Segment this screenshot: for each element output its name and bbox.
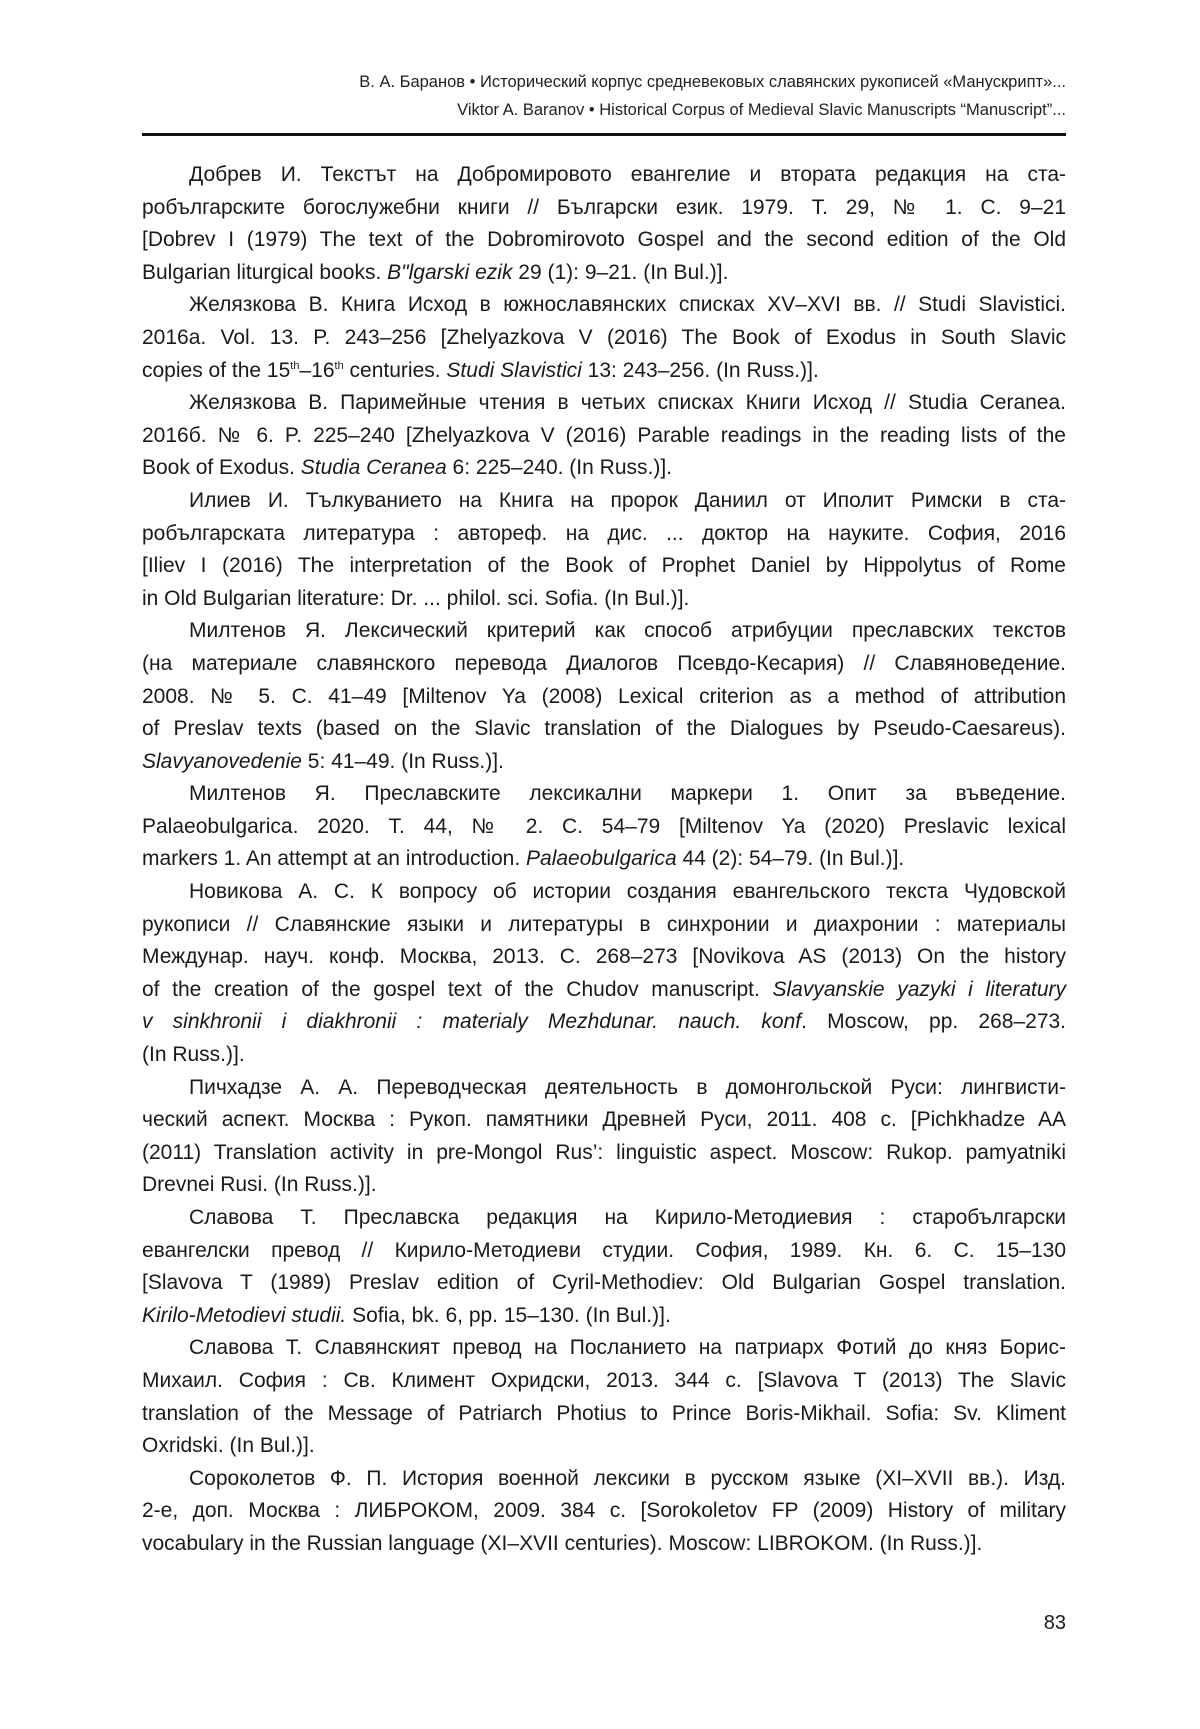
reference-line: [142, 289, 1066, 322]
reference-line: [142, 1137, 1066, 1170]
reference-text: Желязкова В. Книга Исход в южнославянских списках XV–XVI вв. // Studi Slavistici.: [189, 293, 1066, 316]
reference-line: [142, 941, 1066, 974]
reference-line: [142, 1235, 1066, 1268]
italic-title: Slavyanskie yazyki i literatury: [773, 978, 1067, 1001]
reference-text: vocabulary in the Russian language (XI–XVII centuries). Moscow: LIBROKOM. (In Russ.)].: [142, 1532, 982, 1555]
reference-line: [142, 876, 1066, 909]
reference-line: [142, 322, 1066, 355]
reference-line: [142, 257, 1066, 290]
reference-text: 2-е, доп. Москва : ЛИБРОКОМ, 2009. 384 с. [Sorokoletov FP (2009) History of military: [142, 1499, 1066, 1522]
reference-text: Bulgarian liturgical books.: [142, 261, 387, 284]
reference-line: [142, 387, 1066, 420]
reference-text: (In Russ.)].: [142, 1043, 245, 1066]
superscript: th: [290, 360, 299, 372]
reference-text: 13: 243–256. (In Russ.)].: [582, 359, 819, 382]
reference-text: Милтенов Я. Преславските лексикални маркери 1. Опит за въведение.: [189, 782, 1066, 805]
reference-entry: [142, 778, 1066, 876]
italic-title: B"lgarski ezik: [387, 261, 512, 284]
reference-text: [Iliev I (2016) The interpretation of the Book of Prophet Daniel by Hippolytus of Rome: [142, 554, 1066, 577]
italic-title: v sinkhronii i diakhronii : materialy Mezhdunar. nauch. konf: [142, 1010, 801, 1033]
reference-text: Желязкова В. Паримейные чтения в четьих списках Книги Исход // Studia Ceranea.: [189, 391, 1066, 414]
reference-entry: [142, 387, 1066, 485]
reference-text: markers 1. An attempt at an introduction.: [142, 847, 526, 870]
reference-text: (2011) Translation activity in pre-Mongol Rus’: linguistic aspect. Moscow: Rukop. pamyatniki: [142, 1141, 1066, 1164]
reference-line: [142, 974, 1066, 1007]
reference-line: [142, 1072, 1066, 1105]
reference-text: робългарската литература : автореф. на дис. ... доктор на науките. София, 2016: [142, 522, 1066, 545]
reference-line: [142, 746, 1066, 779]
reference-line: [142, 485, 1066, 518]
reference-entry: [142, 1332, 1066, 1462]
reference-text: Новикова А. С. К вопросу об истории создания евангельского текста Чудовской: [189, 880, 1066, 903]
reference-text: рукописи // Славянские языки и литературы в синхронии и диахронии : материалы: [142, 913, 1066, 936]
reference-entry: [142, 876, 1066, 1072]
reference-text: Drevnei Rusi. (In Russ.)].: [142, 1173, 377, 1196]
reference-line: [142, 1430, 1066, 1463]
italic-title: Kirilo-Metodievi studii.: [142, 1304, 346, 1327]
reference-text: centuries.: [344, 359, 447, 382]
reference-entry: [142, 159, 1066, 289]
reference-line: [142, 843, 1066, 876]
reference-text: Palaeobulgarica. 2020. Т. 44, № 2. С. 54–79 [Miltenov Ya (2020) Preslavic lexical: [142, 815, 1066, 838]
reference-list: [142, 159, 1066, 1561]
superscript: th: [335, 360, 344, 372]
reference-line: [142, 615, 1066, 648]
reference-entry: [142, 485, 1066, 615]
reference-entry: [142, 289, 1066, 387]
reference-text: (на материале славянского перевода Диалогов Псевдо-Кесария) // Славяноведение.: [142, 652, 1066, 675]
reference-entry: [142, 615, 1066, 778]
reference-text: [Slavova T (1989) Preslav edition of Cyril-Methodiev: Old Bulgarian Gospel translation.: [142, 1271, 1066, 1294]
reference-line: [142, 1202, 1066, 1235]
reference-entry: [142, 1072, 1066, 1202]
reference-line: [142, 355, 1066, 388]
reference-line: [142, 159, 1066, 192]
reference-text: 44 (2): 54–79. (In Bul.)].: [677, 847, 905, 870]
reference-text: . Moscow, pp. 268–273.: [801, 1010, 1066, 1033]
reference-line: [142, 1300, 1066, 1333]
reference-line: [142, 583, 1066, 616]
reference-line: [142, 1169, 1066, 1202]
reference-line: [142, 811, 1066, 844]
reference-text: of Preslav texts (based on the Slavic translation of the Dialogues by Pseudo-Caesareus).: [142, 717, 1066, 740]
reference-text: –16: [299, 359, 334, 382]
reference-line: [142, 1332, 1066, 1365]
reference-text: Sofia, bk. 6, pp. 15–130. (In Bul.)].: [346, 1304, 671, 1327]
running-head-ru: В. А. Баранов • Исторический корпус средневековых славянских рукописей «Манускрипт»...: [142, 68, 1066, 96]
reference-line: [142, 778, 1066, 811]
reference-text: Добрев И. Текстът на Добромировото евангелие и втората редакция на ста-: [189, 163, 1066, 186]
reference-line: [142, 1039, 1066, 1072]
running-head-en: Viktor A. Baranov • Historical Corpus of Medieval Slavic Manuscripts “Manuscript”...: [142, 96, 1066, 124]
reference-text: [Dobrev I (1979) The text of the Dobromirovoto Gospel and the second edition of the Old: [142, 228, 1066, 251]
header-rule: [142, 133, 1066, 136]
reference-line: [142, 224, 1066, 257]
reference-text: робългарските богослужебни книги // Български език. 1979. Т. 29, № 1. С. 9–21: [142, 196, 1066, 219]
reference-entry: [142, 1463, 1066, 1561]
running-head: [142, 68, 1066, 124]
reference-line: [142, 1463, 1066, 1496]
reference-line: [142, 909, 1066, 942]
reference-text: Михаил. София : Св. Климент Охридски, 2013. 344 с. [Slavova T (2013) The Slavic: [142, 1369, 1066, 1392]
reference-line: [142, 1398, 1066, 1431]
reference-line: [142, 1267, 1066, 1300]
reference-line: [142, 1495, 1066, 1528]
reference-text: of the creation of the gospel text of the Chudov manuscript.: [142, 978, 773, 1001]
reference-text: Oxridski. (In Bul.)].: [142, 1434, 315, 1457]
reference-text: Милтенов Я. Лексический критерий как способ атрибуции преславских текстов: [189, 619, 1066, 642]
reference-line: [142, 550, 1066, 583]
reference-entry: [142, 1202, 1066, 1332]
reference-text: евангелски превод // Кирило-Методиеви студии. София, 1989. Кн. 6. С. 15–130: [142, 1239, 1066, 1262]
reference-text: translation of the Message of Patriarch Photius to Prince Boris-Mikhail. Sofia: Sv. Kliment: [142, 1402, 1066, 1425]
italic-title: Studi Slavistici: [446, 359, 581, 382]
reference-line: [142, 1104, 1066, 1137]
reference-text: Славова Т. Славянският превод на Посланието на патриарх Фотий до княз Борис-: [189, 1336, 1066, 1359]
reference-text: Пичхадзе А. А. Переводческая деятельность в домонгольской Руси: лингвисти-: [189, 1076, 1066, 1099]
reference-line: [142, 713, 1066, 746]
reference-text: ческий аспект. Москва : Рукоп. памятники Древней Руси, 2011. 408 с. [Pichkhadze AA: [142, 1108, 1066, 1131]
reference-line: [142, 1006, 1066, 1039]
reference-text: Славова Т. Преславска редакция на Кирило-Методиевия : старобългарски: [189, 1206, 1066, 1229]
italic-title: Palaeobulgarica: [526, 847, 677, 870]
reference-text: copies of the 15: [142, 359, 290, 382]
italic-title: Studia Ceranea: [301, 456, 447, 479]
reference-text: 2016а. Vol. 13. P. 243–256 [Zhelyazkova V (2016) The Book of Exodus in South Slavic: [142, 326, 1066, 349]
reference-line: [142, 420, 1066, 453]
reference-text: Сороколетов Ф. П. История военной лексики в русском языке (XI–XVII вв.). Изд.: [189, 1467, 1066, 1490]
reference-line: [142, 1365, 1066, 1398]
reference-text: in Old Bulgarian literature: Dr. ... philol. sci. Sofia. (In Bul.)].: [142, 587, 689, 610]
reference-line: [142, 648, 1066, 681]
reference-text: 2016б. № 6. P. 225–240 [Zhelyazkova V (2016) Parable readings in the reading lists of the: [142, 424, 1066, 447]
reference-line: [142, 681, 1066, 714]
reference-text: 29 (1): 9–21. (In Bul.)].: [512, 261, 728, 284]
reference-line: [142, 518, 1066, 551]
reference-line: [142, 192, 1066, 225]
reference-text: 5: 41–49. (In Russ.)].: [302, 750, 504, 773]
reference-text: 6: 225–240. (In Russ.)].: [447, 456, 672, 479]
reference-line: [142, 1528, 1066, 1561]
page-number: 83: [1044, 1612, 1066, 1635]
reference-line: [142, 452, 1066, 485]
reference-text: Book of Exodus.: [142, 456, 301, 479]
reference-text: Илиев И. Тълкуванието на Книга на пророк Даниил от Иполит Римски в ста-: [189, 489, 1066, 512]
reference-text: 2008. № 5. С. 41–49 [Miltenov Ya (2008) Lexical criterion as a method of attribution: [142, 685, 1066, 708]
italic-title: Slavyanovedenie: [142, 750, 302, 773]
reference-text: Междунар. науч. конф. Москва, 2013. С. 268–273 [Novikova AS (2013) On the history: [142, 945, 1066, 968]
